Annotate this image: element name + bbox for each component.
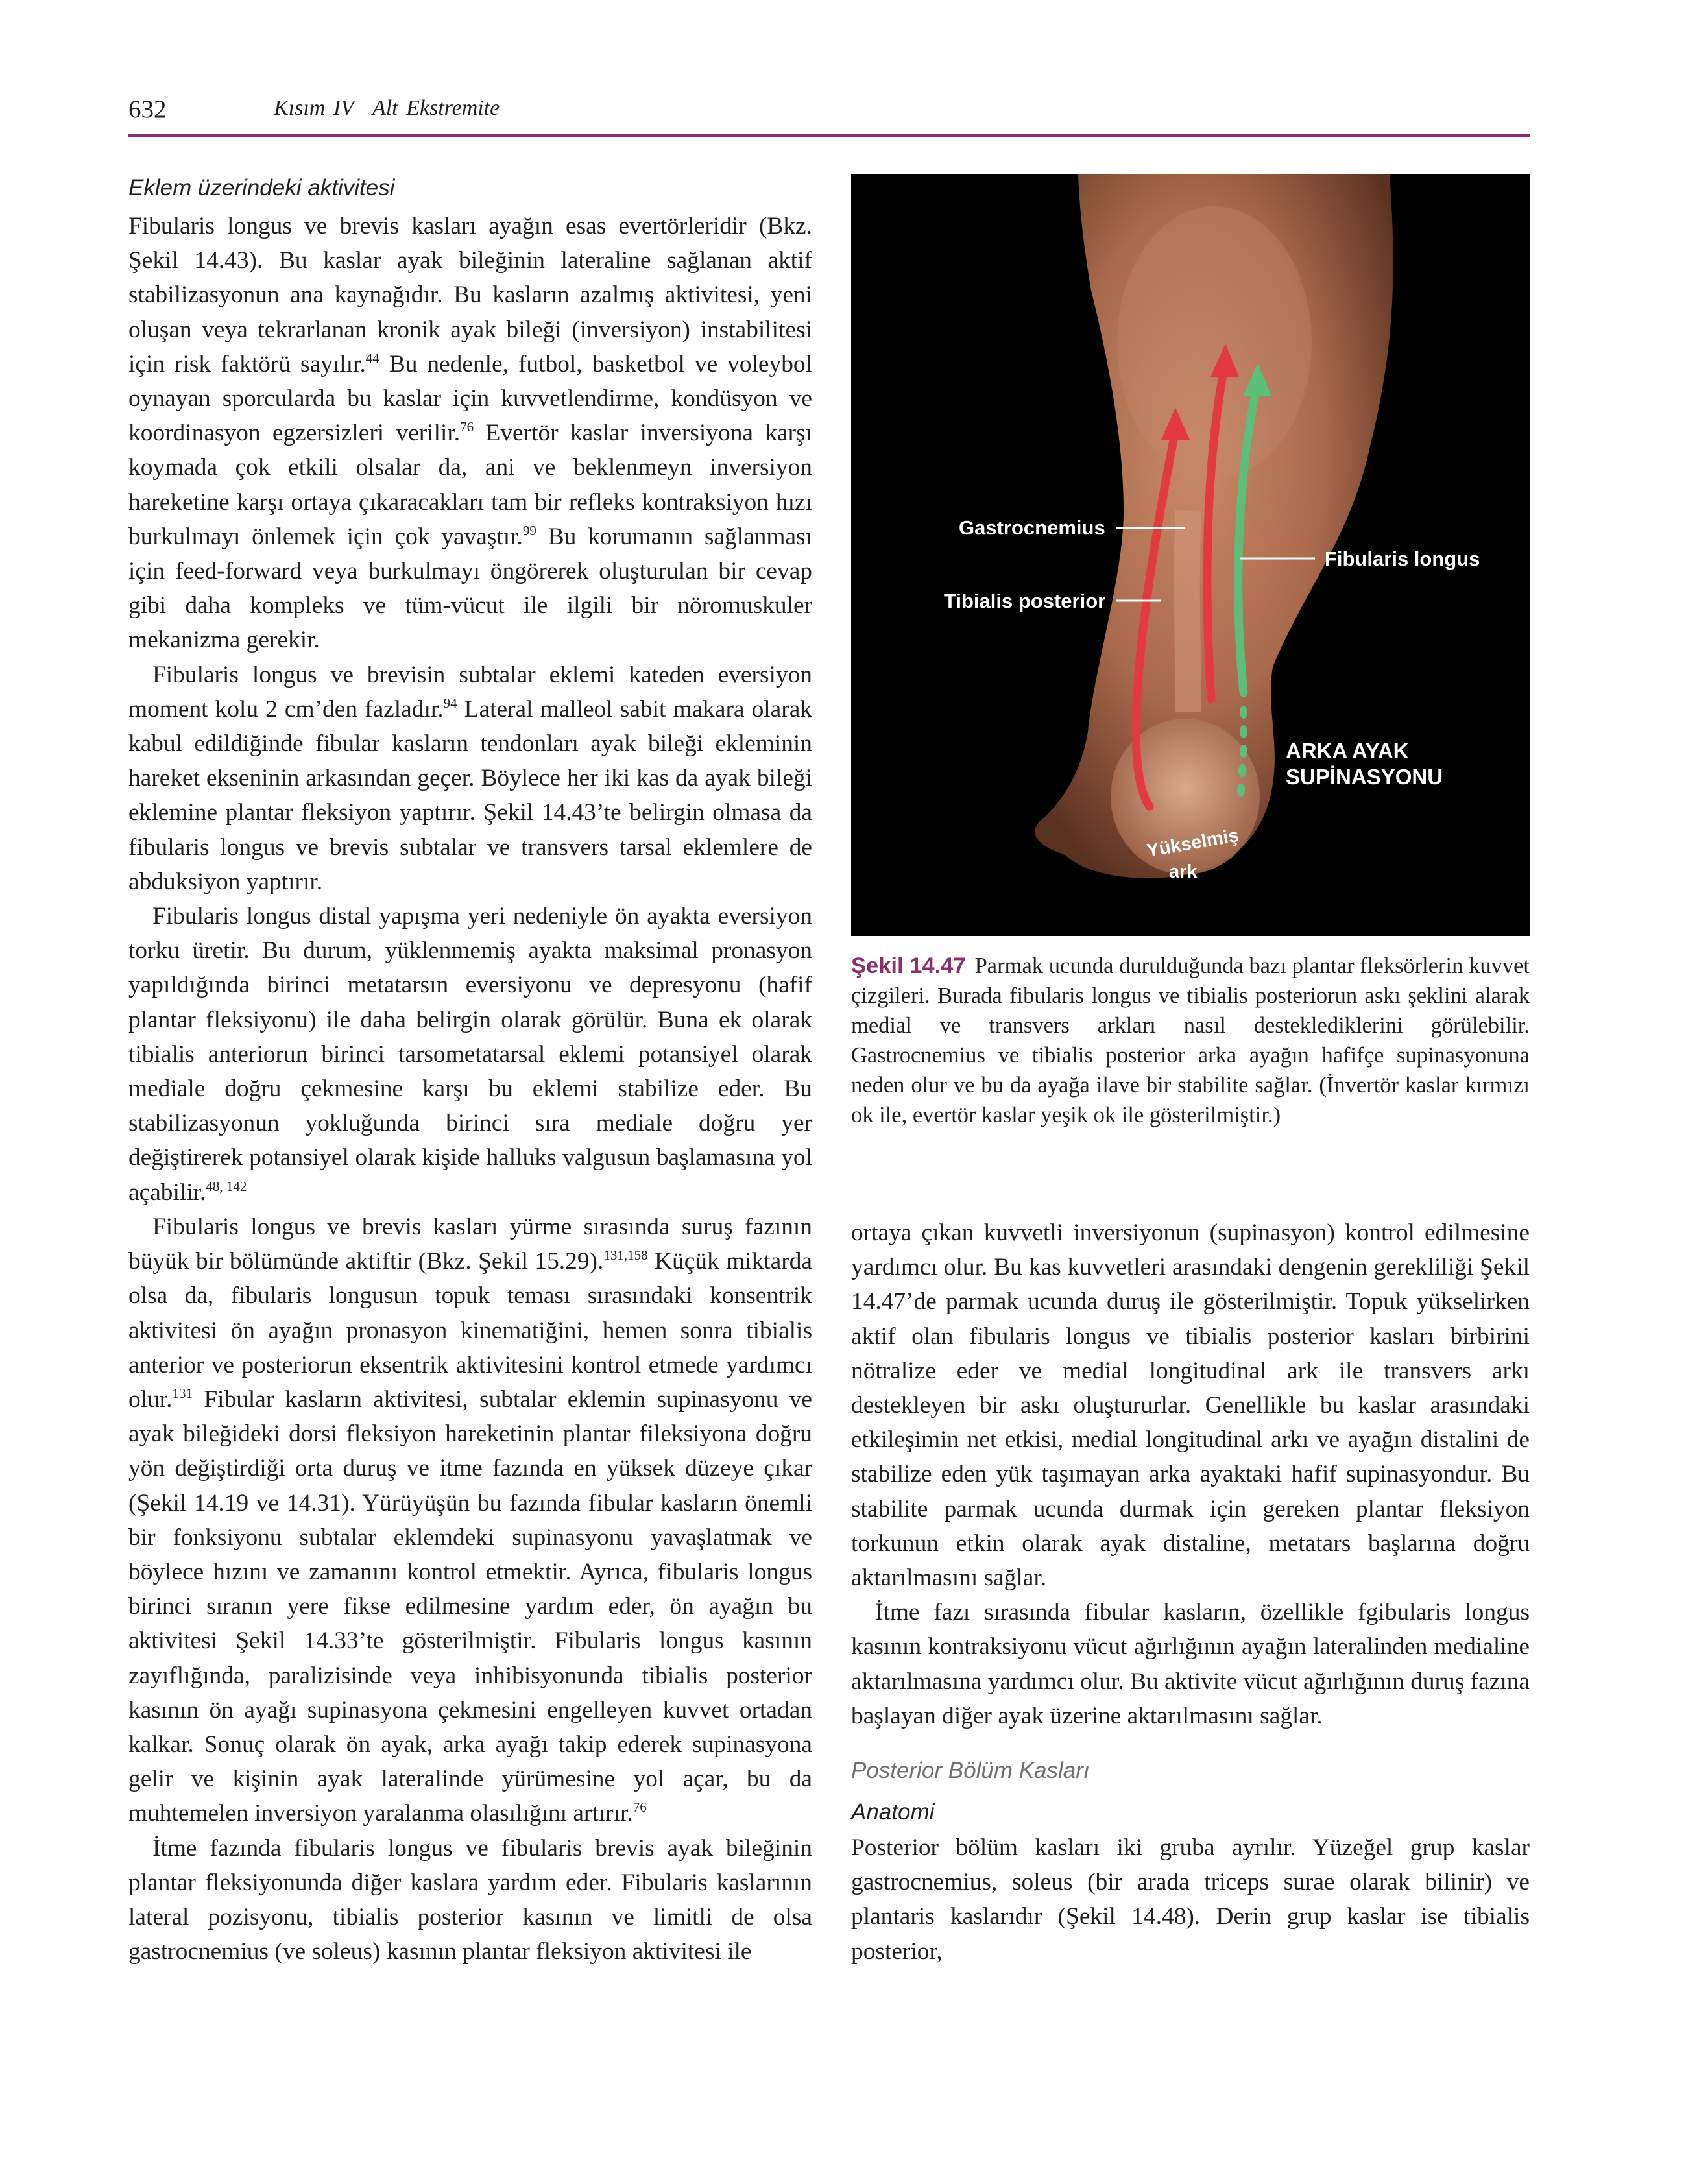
citation: 76 xyxy=(632,1799,647,1816)
achilles-tendon xyxy=(1187,511,1188,712)
hindfoot-supination-label: ARKA AYAK SUPİNASYONU xyxy=(1286,739,1443,789)
paragraph: Fibularis longus ve brevis kasları ayağın esas evertörleridir (Bkz. Şekil 14.43). Bu kaslar ayak bileğinin lateraline sağlanan aktif stabilizasyonun ana kaynağıdır. Bu kasların azalmış aktivitesi, yeni oluşan veya tekrarlanan kronik ayak bileği (inversiyon) instabilitesi için risk faktörü sayılır.$^{44}$ Bu nedenle, futbol, basketbol ve voleybol oynayan sporcularda bu kaslar için kuvvetlendirme, kondüsyon ve koordinasyon egzersizleri verilir.$^{76}$ Evertör kaslar inversiyona karşı koymada çok etkili olsalar da, ani ve beklenmeyn inversiyon hareketine karşı ortaya çıkaracakları tam bir refleks kontraksiyon hızı burkulmayı önlemek için çok yavaştır.$^{99}$ Bu korumanın sağlanması için feed-forward veya burkulmayı öngörerek oluşturulan bir cevap gibi daha kompleks ve tüm-vücut ile ilgili bir nöromuskuler mekanizma gerekir. xyxy=(128,213,812,654)
gastrocnemius-label: Gastrocnemius xyxy=(959,516,1105,539)
tibialis-posterior-label: Tibialis posterior xyxy=(944,590,1106,612)
page-number: 632 xyxy=(128,95,167,123)
figure-14-47-photo xyxy=(851,174,1530,936)
paragraph: Posterior bölüm kasları iki gruba ayrılır. Yüzeğel grup kaslar gastrocnemius, soleus (bir arada triceps surae olarak bilinir) ve plantaris kaslarıdır (Şekil 14.48). Derin grup kaslar ise tibialis posterior, xyxy=(851,1834,1530,1965)
figure-caption-id: Şekil 14.47 xyxy=(851,954,966,978)
right-column xyxy=(851,1216,1530,1969)
citation: 76 xyxy=(460,419,474,435)
paragraph: ortaya çıkan kuvvetli inversiyonun (supinasyon) kontrol edilmesine yardımcı olur. Bu kas kuvvetleri arasındaki dengenin gerekliliği Şekil 14.47’de parmak ucunda duruş ile gösterilmiştir. Topuk yükselirken aktif olan fibularis longus ve tibialis posterior kasları birbirini nötralize eder ve medial longitudinal ark ile transvers arkı destekleyen bir askı oluştururlar. Genellikle bu kaslar arasındaki etkileşimin net etkisi, medial longitudinal arkı ve ayağın distalini de stabilize eden yük taşımayan arka ayaktaki hafif supinasyondur. Bu stabilite parmak ucunda durmak için gereken plantar fleksiyon torkunun etkin olarak ayak distaline, metatars başlarına doğru aktarılmasını sağlar. xyxy=(851,1219,1530,1592)
left-column xyxy=(128,170,812,1969)
header-rule xyxy=(128,134,1530,137)
citation: 131 xyxy=(172,1385,193,1401)
citation: 94 xyxy=(443,695,457,711)
figure-caption-text: Parmak ucunda durulduğunda bazı plantar fleksörlerin kuvvet çizgileri. Burada fibularis longus ve tibialis posteriorun askı şeklini alarak medial ve transvers arkları nasıl desteklediklerini görülebilir. Gastrocnemius ve tibialis posterior arka ayağın hafifçe supinasyonuna neden olur ve bu da ayağa ilave bir stabilite sağlar. (İnvertör kaslar kırmızı ok ile, evertör kaslar yeşik ok ile gösterilmiştir.) xyxy=(851,954,1530,1127)
raised-arch-label: Yükselmiş xyxy=(1145,824,1241,862)
citation: 48, 142 xyxy=(206,1178,247,1194)
paragraph: Fibularis longus ve brevisin subtalar eklemi kateden eversiyon moment kolu 2 cm’den fazladır.$^{94}$ Lateral malleol sabit makara olarak kabul edildiğinde fibular kasların tendonları ayak bileği ekleminin hareket ekseninin arkasından geçer. Böylece her iki kas da ayak bileği eklemine plantar fleksiyon yaptırır. Şekil 14.43’te belirgin olmasa da fibularis longus ve brevis subtalar ve transvers tarsal eklemlere de abduksiyon yaptırır. xyxy=(128,661,812,895)
paragraph: Fibularis longus ve brevis kasları yürme sırasında suruş fazının büyük bir bölümünde aktiftir (Bkz. Şekil 15.29).$^{131,158}$ Küçük miktarda olsa da, fibularis longusun topuk teması sırasındaki konsentrik aktivitesi ön ayağın pronasyon kinematiğini, hemen sonra tibialis anterior ve posteriorun eksentrik aktivitesini kontrol etmede yardımcı olur.$^{131}$ Fibular kasların aktivitesi, subtalar eklemin supinasyonu ve ayak bileğideki dorsi fleksiyon hareketinin plantar fileksiyona doğru yön değiştirdiği orta duruş ve itme fazında en yüksek düzeye çıkar (Şekil 14.19 ve 14.31). Yürüyüşün bu fazında fibular kasların önemli bir fonksiyonu subtalar eklemdeki supinasyonu yavaşlatmak ve böylece hızını ve zamanını kontrol etmektir. Ayrıca, fibularis longus birinci sıranın yere fikse edilmesine yardım eder, ön ayağın bu aktivitesi Şekil 14.33’te gösterilmiştir. Fibularis longus kasının zayıflığında, paralizisinde veya inhibisyonunda tibialis posterior kasının ön ayağı supinasyona çekmesini engelleyen kuvvet ortadan kalkar. Sonuç olarak ön ayak, arka ayağı takip ederek supinasyona gelir ve kişinin ayak lateralinde yürümesine yol açar, bu da muhtemelen inversiyon yaralanma olasılığını artırır.$^{76}$ xyxy=(128,1213,812,1827)
raised-arch-label-2: ark xyxy=(1169,861,1198,882)
subsection-heading: Anatomi xyxy=(851,1799,935,1825)
fibularis-longus-label: Fibularis longus xyxy=(1325,547,1480,570)
paragraph: İtme fazı sırasında fibular kasların, özellikle fgibularis longus kasının kontraksiyonu vücut ağırlığının ayağın lateralinden medialine aktarılmasına yardımcı olur. Bu aktivite vücut ağırlığının duruş fazına başlayan diğer ayak üzerine aktarılmasını sağlar. xyxy=(851,1599,1530,1729)
citation: 99 xyxy=(522,522,536,538)
figure-caption xyxy=(851,951,1530,1130)
paragraph: İtme fazında fibularis longus ve fibularis brevis ayak bileğinin plantar fleksiyonunda diğer kaslara yardım eder. Fibularis kaslarının lateral pozisyonu, tibialis posterior kasının ve limitli de olsa gastrocnemius (ve soleus) kasının plantar fleksiyon aktivitesi ile xyxy=(128,1834,812,1965)
running-header xyxy=(128,95,1530,136)
running-head xyxy=(274,96,500,121)
section-heading: Eklem üzerindeki aktivitesi xyxy=(128,175,395,200)
citation: 131,158 xyxy=(603,1247,648,1264)
chapter-title: Alt Ekstremite xyxy=(372,96,500,120)
paragraph: Fibularis longus distal yapışma yeri nedeniyle ön ayakta eversiyon torku üretir. Bu durum, yüklenmemiş ayakta maksimal pronasyon yapıldığında birinci metatarsın eversiyonu ve depresyonu (hafif plantar fleksiyonu) ile daha belirgin olarak görülür. Buna ek olarak tibialis anteriorun birinci tarsometatarsal eklemi potansiyel olarak mediale doğru çekmesine karşı bu eklemi stabilize eder. Bu stabilizasyonun yokluğunda birinci sıra mediale doğru yer değiştirerek potansiyel olarak kişide halluks valgusun başlamasına yol açabilir.$^{48, 142}$ xyxy=(128,903,812,1206)
section-heading: Posterior Bölüm Kasları xyxy=(851,1758,1090,1784)
section-label: Kısım IV xyxy=(274,96,354,120)
citation: 44 xyxy=(365,350,379,366)
